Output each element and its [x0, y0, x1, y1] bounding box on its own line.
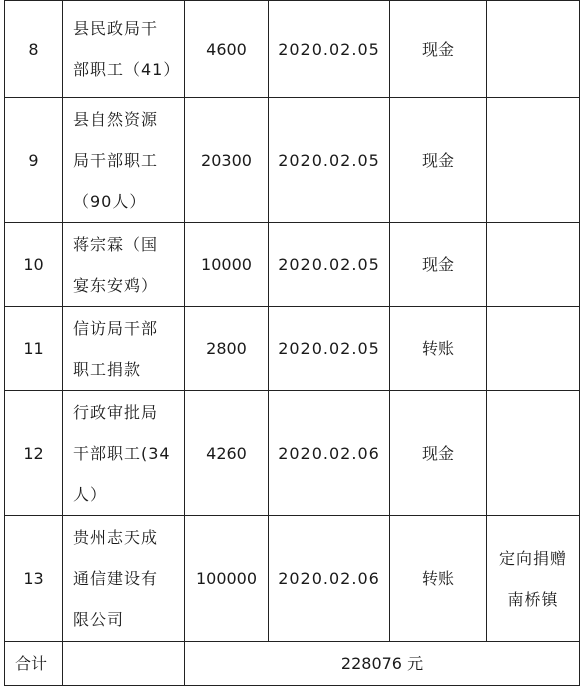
payment-method: 现金: [390, 1, 487, 98]
date: 2020.02.05: [269, 223, 390, 307]
table-row: [5, 516, 580, 642]
donor-name: 贵州志天成通信建设有限公司: [63, 516, 185, 642]
table-row: [5, 391, 580, 516]
donor-name: 县民政局干部职工（41）: [63, 1, 185, 98]
date: 2020.02.06: [269, 516, 390, 642]
table-row: [5, 98, 580, 223]
date: 2020.02.05: [269, 1, 390, 98]
date: 2020.02.06: [269, 391, 390, 516]
table-row: [5, 307, 580, 391]
amount: 4600: [185, 1, 269, 98]
note: [487, 307, 580, 391]
donation-table: [4, 0, 580, 686]
table-row: [5, 1, 580, 98]
amount: 4260: [185, 391, 269, 516]
total-row: [5, 642, 580, 686]
total-value: 228076 元: [185, 642, 580, 686]
row-number: 12: [5, 391, 63, 516]
row-number: 8: [5, 1, 63, 98]
donor-name: 县自然资源局干部职工（90人）: [63, 98, 185, 223]
amount: 10000: [185, 223, 269, 307]
payment-method: 现金: [390, 223, 487, 307]
table-row: [5, 223, 580, 307]
donor-name: 信访局干部职工捐款: [63, 307, 185, 391]
row-number: 11: [5, 307, 63, 391]
payment-method: 转账: [390, 516, 487, 642]
note: [487, 391, 580, 516]
total-empty-cell: [63, 642, 185, 686]
row-number: 9: [5, 98, 63, 223]
donor-name: 行政审批局干部职工(34人）: [63, 391, 185, 516]
payment-method: 现金: [390, 98, 487, 223]
note: [487, 98, 580, 223]
amount: 2800: [185, 307, 269, 391]
payment-method: 转账: [390, 307, 487, 391]
donor-name: 蒋宗霖（国宴东安鸡）: [63, 223, 185, 307]
amount: 100000: [185, 516, 269, 642]
row-number: 13: [5, 516, 63, 642]
date: 2020.02.05: [269, 98, 390, 223]
note: [487, 1, 580, 98]
amount: 20300: [185, 98, 269, 223]
date: 2020.02.05: [269, 307, 390, 391]
note: 定向捐赠南桥镇: [487, 516, 580, 642]
note: [487, 223, 580, 307]
payment-method: 现金: [390, 391, 487, 516]
total-label: 合计: [5, 642, 63, 686]
row-number: 10: [5, 223, 63, 307]
